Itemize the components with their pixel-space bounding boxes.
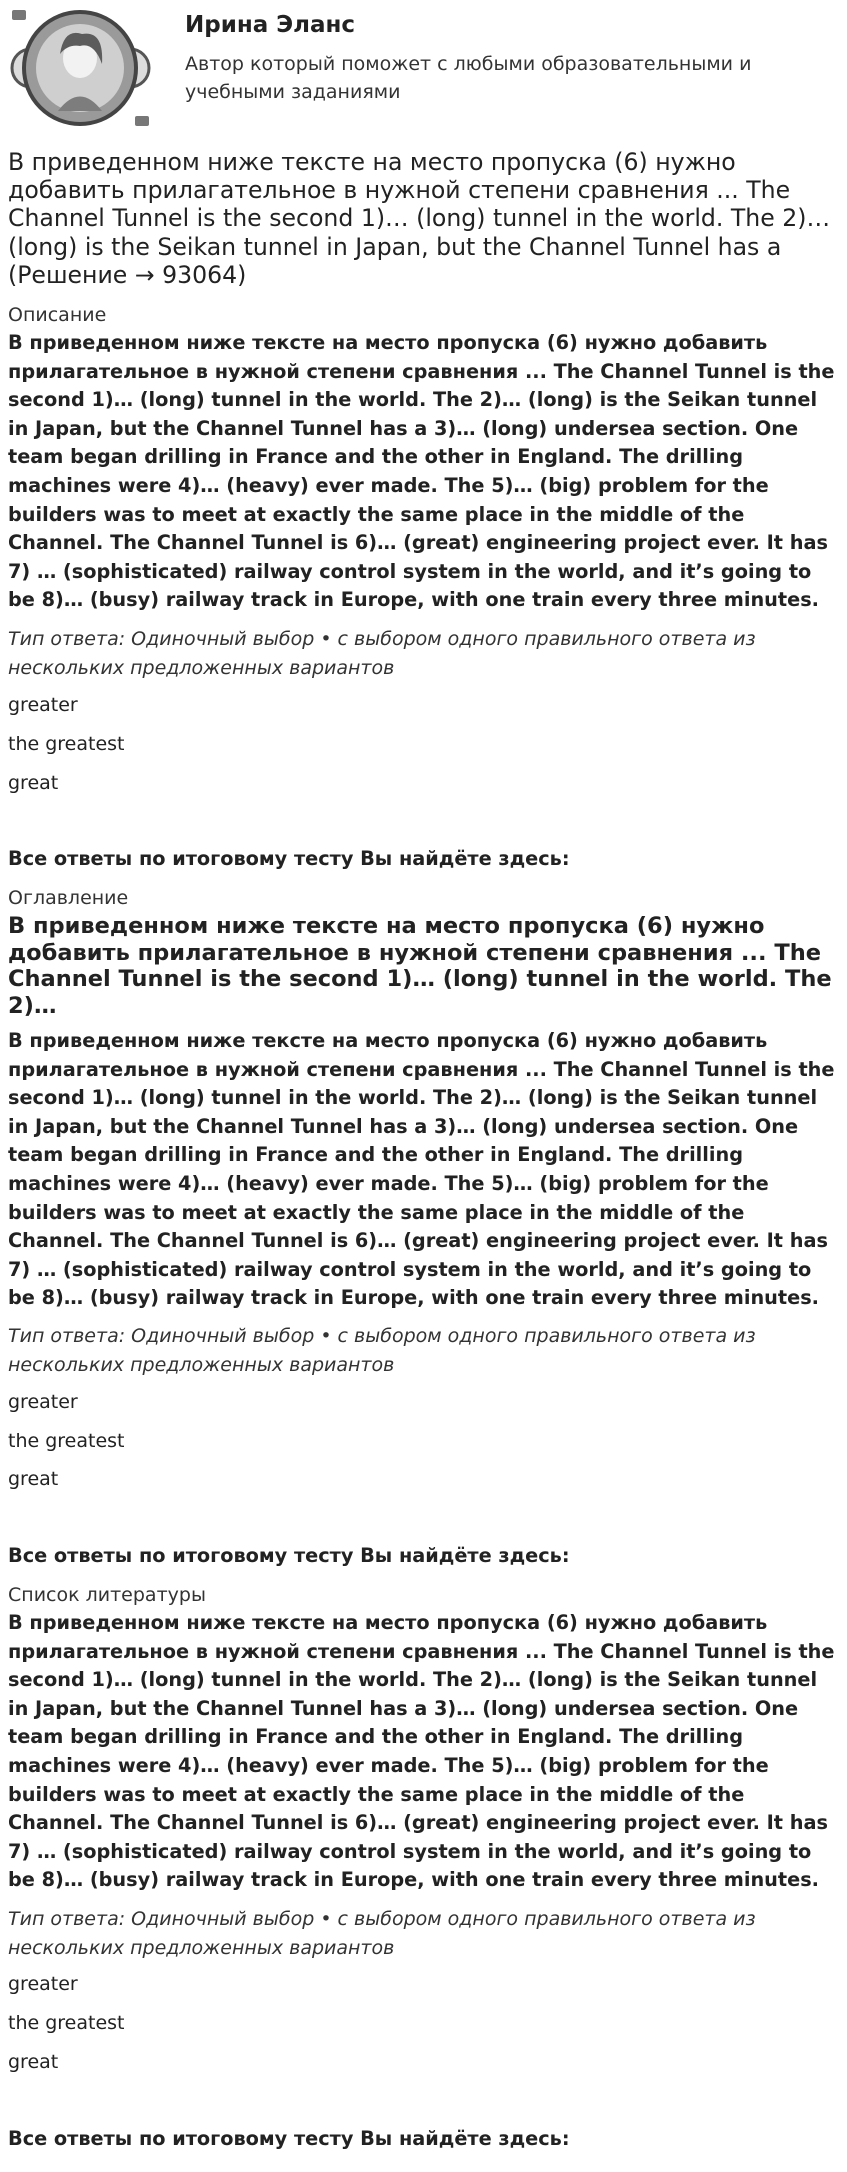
answer-option-the-greatest[interactable]: the greatest (8, 1430, 125, 1452)
description-body: В приведенном ниже тексте на место пропуска (6) нужно добавить прилагательное в нужной степени сравнения ... The Channel Tunnel is the second 1)… (long) tunnel in the world. The 2)… (long) is the Seikan tunnel in Japan, but the Channel Tunnel has a 3)… (long) undersea section. One team began drilling in France and the other in England. The drilling machines were 4)… (heavy) ever made. The 5)… (big) problem for the builders was to meet at exactly the same place in the middle of the Channel. The Channel Tunnel is 6)… (great) engineering project ever. It has 7) … (sophisticated) railway control system in the world, and it’s going to be 8)… (busy) railway track in Europe, with one train every three minutes. (8, 331, 835, 612)
toc-heading[interactable]: В приведенном ниже тексте на место пропуска (6) нужно добавить прилагательное в нужной степени сравнения ... The Channel Tunnel is the second 1)… (long) tunnel in the world. The 2)… (8, 913, 832, 1019)
author-description: Автор который поможет с любыми образовательными и учебными заданиями (185, 53, 752, 103)
answer-option-the-greatest[interactable]: the greatest (8, 733, 125, 755)
all-answers-link[interactable]: Все ответы по итоговому тесту Вы найдёте здесь: (8, 2127, 570, 2150)
author-name[interactable]: Ирина Эланс (185, 12, 356, 38)
toc-body: В приведенном ниже тексте на место пропуска (6) нужно добавить прилагательное в нужной степени сравнения ... The Channel Tunnel is the second 1)… (long) tunnel in the world. The 2)… (long) is the Seikan tunnel in Japan, but the Channel Tunnel has a 3)… (long) undersea section. One team began drilling in France and the other in England. The drilling machines were 4)… (heavy) ever made. The 5)… (big) problem for the builders was to meet at exactly the same place in the middle of the Channel. The Channel Tunnel is 6)… (great) engineering project ever. It has 7) … (sophisticated) railway control system in the world, and it’s going to be 8)… (busy) railway track in Europe, with one train every three minutes. (8, 1029, 835, 1310)
section-label-toc: Оглавление (8, 887, 129, 909)
answer-option-great[interactable]: great (8, 1468, 59, 1490)
answer-option-greater[interactable]: greater (8, 694, 78, 716)
all-answers-link[interactable]: Все ответы по итоговому тесту Вы найдёте здесь: (8, 1544, 570, 1567)
section-label-references: Список литературы (8, 1584, 206, 1606)
references-body: В приведенном ниже тексте на место пропуска (6) нужно добавить прилагательное в нужной степени сравнения ... The Channel Tunnel is the second 1)… (long) tunnel in the world. The 2)… (long) is the Seikan tunnel in Japan, but the Channel Tunnel has a 3)… (long) undersea section. One team began drilling in France and the other in England. The drilling machines were 4)… (heavy) ever made. The 5)… (big) problem for the builders was to meet at exactly the same place in the middle of the Channel. The Channel Tunnel is 6)… (great) engineering project ever. It has 7) … (sophisticated) railway control system in the world, and it’s going to be 8)… (busy) railway track in Europe, with one train every three minutes. (8, 1611, 835, 1892)
section-label-description: Описание (8, 304, 107, 326)
answer-option-the-greatest[interactable]: the greatest (8, 2012, 125, 2034)
avatar[interactable] (8, 6, 153, 130)
answer-option-great[interactable]: great (8, 2051, 59, 2073)
answer-option-great[interactable]: great (8, 772, 59, 794)
answer-option-greater[interactable]: greater (8, 1973, 78, 1995)
answer-type: Тип ответа: Одиночный выбор • с выбором одного правильного ответа из нескольких предложенных вариантов (8, 1908, 756, 1959)
question-title: В приведенном ниже тексте на место пропуска (6) нужно добавить прилагательное в нужной степени сравнения ... The Channel Tunnel is the second 1)… (long) tunnel in the world. The 2)… (long) is the Seikan tunnel in Japan, but the Channel Tunnel has a (Решение → 93064) (8, 148, 831, 289)
answer-type: Тип ответа: Одиночный выбор • с выбором одного правильного ответа из нескольких предложенных вариантов (8, 628, 756, 679)
film-reel-avatar-icon (8, 6, 153, 130)
all-answers-link[interactable]: Все ответы по итоговому тесту Вы найдёте здесь: (8, 847, 570, 870)
answer-option-greater[interactable]: greater (8, 1391, 78, 1413)
answer-type: Тип ответа: Одиночный выбор • с выбором одного правильного ответа из нескольких предложенных вариантов (8, 1325, 756, 1376)
author-card (0, 0, 847, 135)
